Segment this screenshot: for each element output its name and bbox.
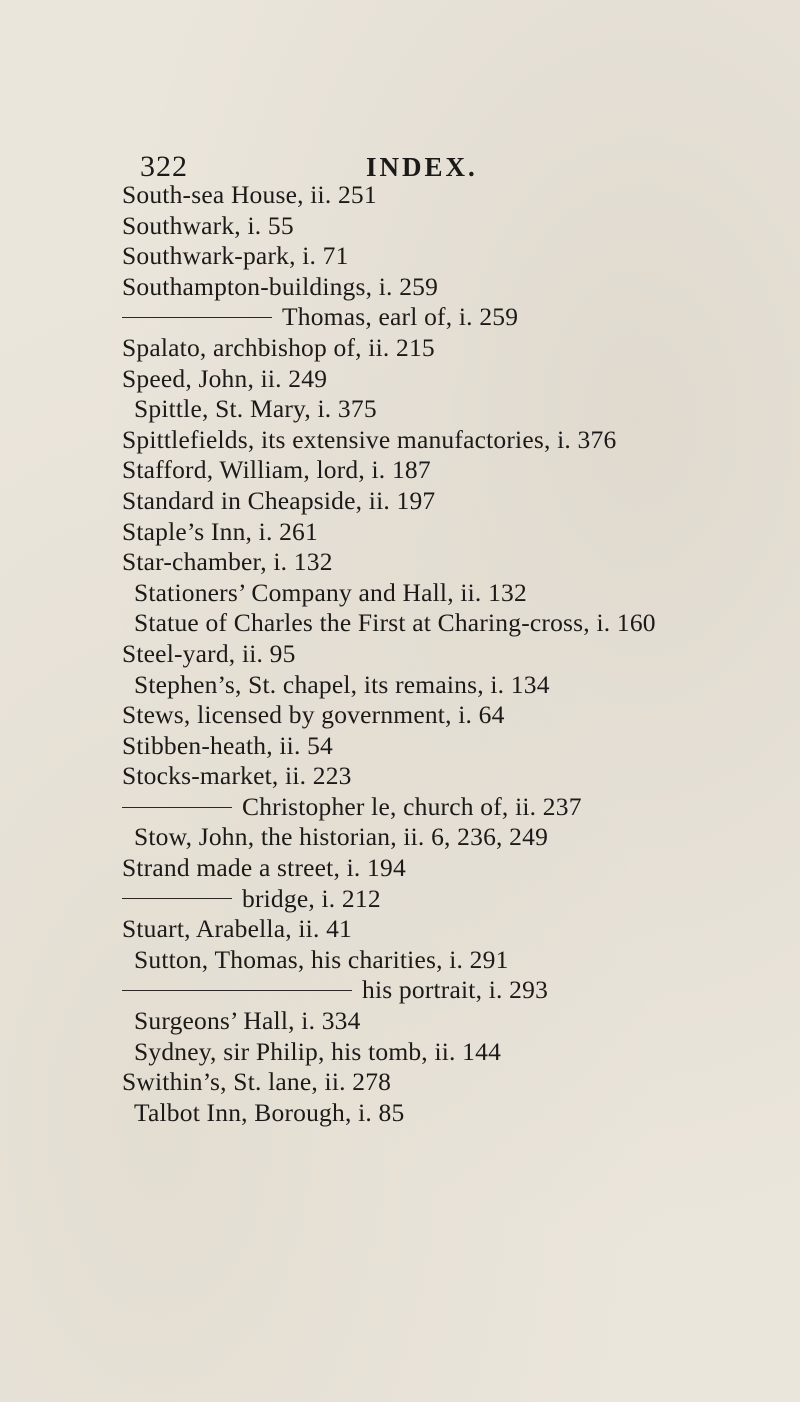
index-entry: Spalato, archbishop of, ii. 215 [122,332,435,362]
index-entry: Sydney, sir Philip, his tomb, ii. 144 [134,1036,502,1066]
index-entry: Surgeons’ Hall, i. 334 [134,1006,361,1036]
index-entries [122,180,782,1128]
index-entry: Swithin’s, St. lane, ii. 278 [122,1067,392,1097]
index-entry: Southwark-park, i. 71 [122,241,349,271]
index-entry: Standard in Cheapside, ii. 197 [122,485,436,515]
ditto-dash [122,807,232,808]
index-entry: Spittlefields, its extensive manufactories, i. 376 [122,424,617,454]
index-entry: Christopher le, church of, ii. 237 [122,792,782,823]
index-entry: South-sea House, ii. 251 [122,180,377,209]
index-entry: Southampton-buildings, i. 259 [122,271,439,301]
index-entry: Star-chamber, i. 132 [122,547,333,577]
ditto-dash [122,317,272,318]
index-entry: his portrait, i. 293 [122,975,782,1006]
index-entry: Staple’s Inn, i. 261 [122,516,318,546]
index-entry: Southwark, i. 55 [122,210,294,240]
index-entry: Stephen’s, St. chapel, its remains, i. 134 [134,669,550,699]
index-entry: Stews, licensed by government, i. 64 [122,700,505,730]
index-entry: Stocks-market, ii. 223 [122,761,352,791]
index-entry: Stibben-heath, ii. 54 [122,730,334,760]
ditto-dash [122,898,232,899]
page-number: 322 [140,150,188,183]
index-entry: Speed, John, ii. 249 [122,363,328,393]
index-entry: Thomas, earl of, i. 259 [122,302,782,333]
index-entry: Stuart, Arabella, ii. 41 [122,914,353,944]
index-entry: bridge, i. 212 [122,884,782,915]
index-entry: Spittle, St. Mary, i. 375 [134,394,377,424]
index-entry: Statue of Charles the First at Charing-cross, i. 160 [134,608,656,638]
index-entry: Stow, John, the historian, ii. 6, 236, 249 [134,822,549,852]
index-entry: Sutton, Thomas, his charities, i. 291 [134,944,509,974]
index-entry: Steel-yard, ii. 95 [122,638,296,668]
ditto-dash [122,990,352,991]
running-head: INDEX. [366,152,478,182]
index-entry: Stafford, William, lord, i. 187 [122,455,431,485]
index-entry: Stationers’ Company and Hall, ii. 132 [134,577,527,607]
index-entry: Talbot Inn, Borough, i. 85 [134,1097,405,1127]
index-entry: Strand made a street, i. 194 [122,853,406,883]
